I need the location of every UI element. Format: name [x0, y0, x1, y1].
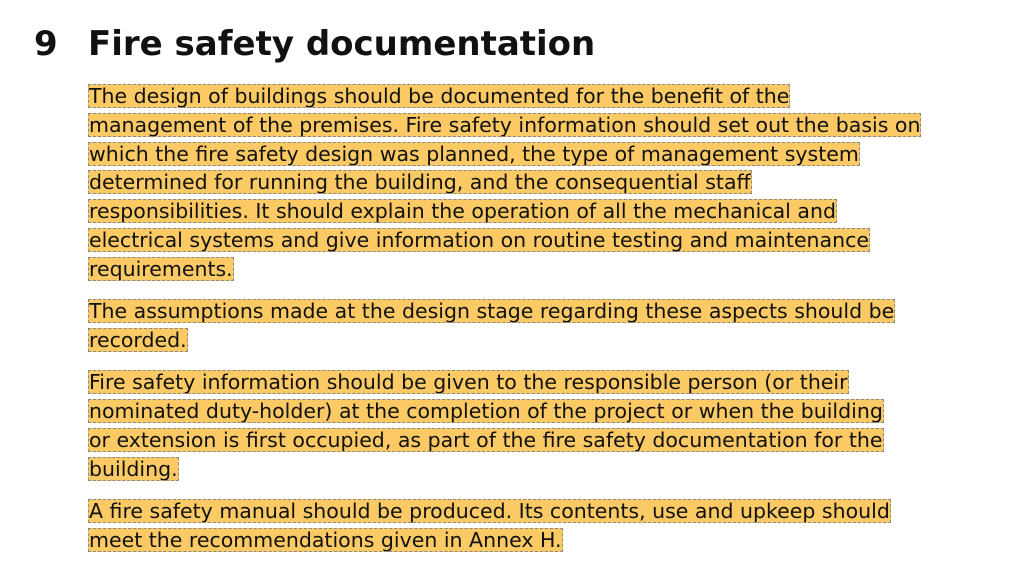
section-heading — [34, 20, 595, 68]
text-line — [88, 82, 1018, 111]
text-line — [88, 497, 1018, 526]
highlighted-text: The design of buildings should be documented for the benefit of the — [89, 84, 790, 108]
highlighted-text: The assumptions made at the design stage regarding these aspects should be — [89, 299, 895, 324]
highlighted-text: electrical systems and give information on routine testing and maintenance — [89, 227, 869, 252]
paragraph-4 — [88, 497, 1018, 555]
text-line — [88, 140, 1018, 169]
section-title: Fire safety documentation — [88, 24, 596, 64]
highlighted-text: building. — [89, 456, 178, 481]
text-line — [88, 255, 1018, 284]
text-line — [88, 226, 1018, 255]
text-line — [88, 111, 1018, 140]
highlighted-text: A fire safety manual should be produced. Its contents, use and upkeep should — [89, 498, 890, 523]
paragraph-2 — [88, 297, 1018, 355]
highlighted-text: requirements. — [89, 256, 233, 281]
highlighted-text: responsibilities. It should explain the operation of all the mechanical and — [89, 199, 836, 224]
section-body — [88, 82, 1018, 568]
highlighted-text: which the fire safety design was planned, the type of management system — [89, 141, 859, 166]
highlighted-text: nominated duty-holder) at the completion of the project or when the building — [89, 398, 883, 423]
section-number: 9 — [34, 24, 58, 64]
text-line — [88, 455, 1018, 484]
paragraph-1 — [88, 82, 1018, 284]
highlighted-text: recorded. — [89, 327, 187, 352]
highlighted-text: Fire safety information should be given to the responsible person (or their — [89, 370, 848, 395]
text-line — [88, 426, 1018, 455]
text-line — [88, 297, 1018, 326]
text-line — [88, 397, 1018, 426]
text-line — [88, 168, 1018, 197]
highlighted-text: determined for running the building, and the consequential staff — [89, 170, 751, 195]
highlighted-text: meet the recommendations given in Annex H. — [89, 527, 562, 552]
highlighted-text: management of the premises. Fire safety information should set out the basis on — [89, 112, 921, 137]
paragraph-3 — [88, 368, 1018, 483]
text-line — [88, 526, 1018, 555]
text-line — [88, 326, 1018, 355]
highlighted-text: or extension is first occupied, as part of the fire safety documentation for the — [89, 427, 883, 452]
text-line — [88, 197, 1018, 226]
text-line — [88, 368, 1018, 397]
